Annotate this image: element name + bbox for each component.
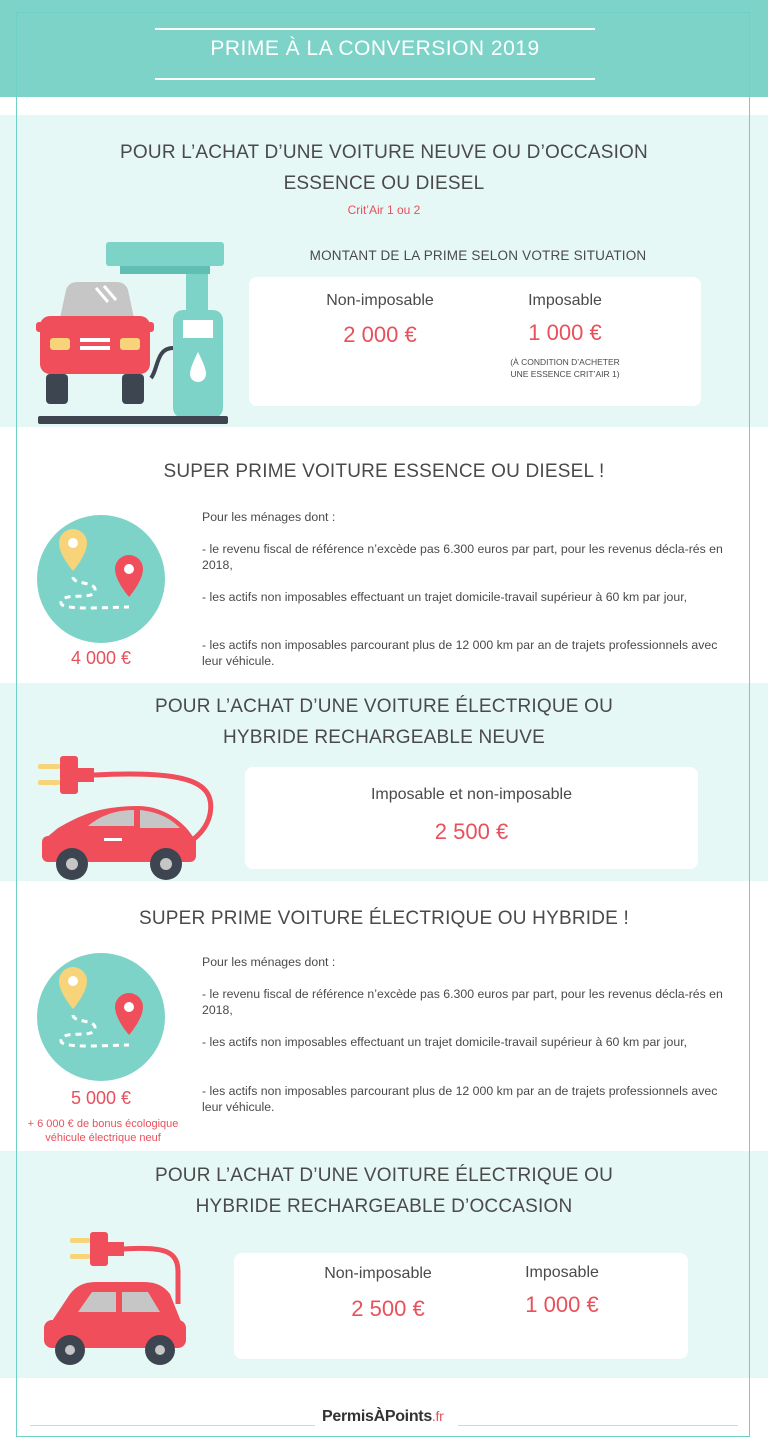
section1-subtitle: Crit’Air 1 ou 2	[347, 203, 421, 217]
section1-title-line1: POUR L’ACHAT D’UNE VOITURE NEUVE OU D’OCCASION	[120, 142, 648, 163]
section4-bonus-line2: véhicule électrique neuf	[45, 1132, 161, 1144]
section5-col2-label: Imposable	[525, 1264, 599, 1281]
electric-car-icon	[38, 752, 218, 884]
section2-bullet3: - les actifs non imposables parcourant plus de 12 000 km par an de trajets professionnels avec leur véhicule.	[202, 638, 718, 668]
footer-line-right	[458, 1425, 738, 1426]
section3-title-line2: HYBRIDE RECHARGEABLE NEUVE	[223, 727, 545, 748]
section4-bullet1: - le revenu fiscal de référence n’excède pas 6.300 euros par part, pour les revenus décla-rés en 2018,	[202, 987, 723, 1017]
section5-title-line1: POUR L’ACHAT D’UNE VOITURE ÉLECTRIQUE OU	[154, 1165, 614, 1186]
section5-col1-amount: 2 500 €	[351, 1296, 425, 1321]
section1-col2-label: Imposable	[528, 292, 602, 309]
gas-station-car-icon	[36, 240, 236, 430]
section2-intro: Pour les ménages dont :	[202, 510, 336, 524]
map-route-icon	[37, 953, 165, 1081]
section3-card	[245, 767, 698, 869]
section2-bullet1: - le revenu fiscal de référence n’excède pas 6.300 euros par part, pour les revenus décla-rés en 2018,	[202, 542, 723, 572]
section1-col1-label: Non-imposable	[326, 292, 434, 309]
section2-bullet2: - les actifs non imposables effectuant un trajet domicile-travail supérieur à 60 km par jour,	[202, 590, 688, 604]
section2-amount: 4 000 €	[70, 648, 132, 668]
footer-line-left	[30, 1425, 315, 1426]
section4-bullet2: - les actifs non imposables effectuant un trajet domicile-travail supérieur à 60 km par jour,	[202, 1035, 688, 1049]
section5-col1-label: Non-imposable	[324, 1265, 432, 1282]
brand-logo-main: PermisÀPoints	[322, 1408, 432, 1425]
section2-title: SUPER PRIME VOITURE ESSENCE OU DIESEL !	[163, 461, 605, 482]
section1-col2-amount: 1 000 €	[528, 320, 602, 345]
electric-car-icon	[40, 1232, 190, 1367]
section3-amount: 2 500 €	[434, 819, 509, 844]
section3-title-line1: POUR L’ACHAT D’UNE VOITURE ÉLECTRIQUE OU	[154, 696, 614, 717]
header-bottom-line	[155, 78, 595, 80]
page-title: PRIME À LA CONVERSION 2019	[210, 37, 540, 60]
section4-amount: 5 000 €	[70, 1088, 132, 1108]
section4-bonus-line1: + 6 000 € de bonus écologique	[27, 1118, 179, 1130]
section1-card-heading: MONTANT DE LA PRIME SELON VOTRE SITUATION	[309, 248, 647, 263]
brand-logo-tld: .fr	[431, 1408, 444, 1424]
section4-intro: Pour les ménages dont :	[202, 955, 336, 969]
section1-col2-note-line1: (À CONDITION D’ACHETER	[510, 357, 620, 367]
section5-col2-amount: 1 000 €	[525, 1292, 599, 1317]
section1-col2-note-line2: UNE ESSENCE CRIT’AIR 1)	[510, 369, 620, 379]
section1-title-line2: ESSENCE OU DIESEL	[283, 173, 485, 194]
section4-bullet3: - les actifs non imposables parcourant plus de 12 000 km par an de trajets professionnels avec leur véhicule.	[202, 1084, 718, 1114]
section5-title-line2: HYBRIDE RECHARGEABLE D’OCCASION	[195, 1196, 573, 1217]
section3-label: Imposable et non-imposable	[370, 786, 572, 803]
section4-title: SUPER PRIME VOITURE ÉLECTRIQUE OU HYBRIDE !	[138, 908, 629, 929]
section1-col1-amount: 2 000 €	[343, 322, 417, 347]
brand-logo	[322, 1408, 443, 1426]
map-route-icon	[37, 515, 165, 643]
